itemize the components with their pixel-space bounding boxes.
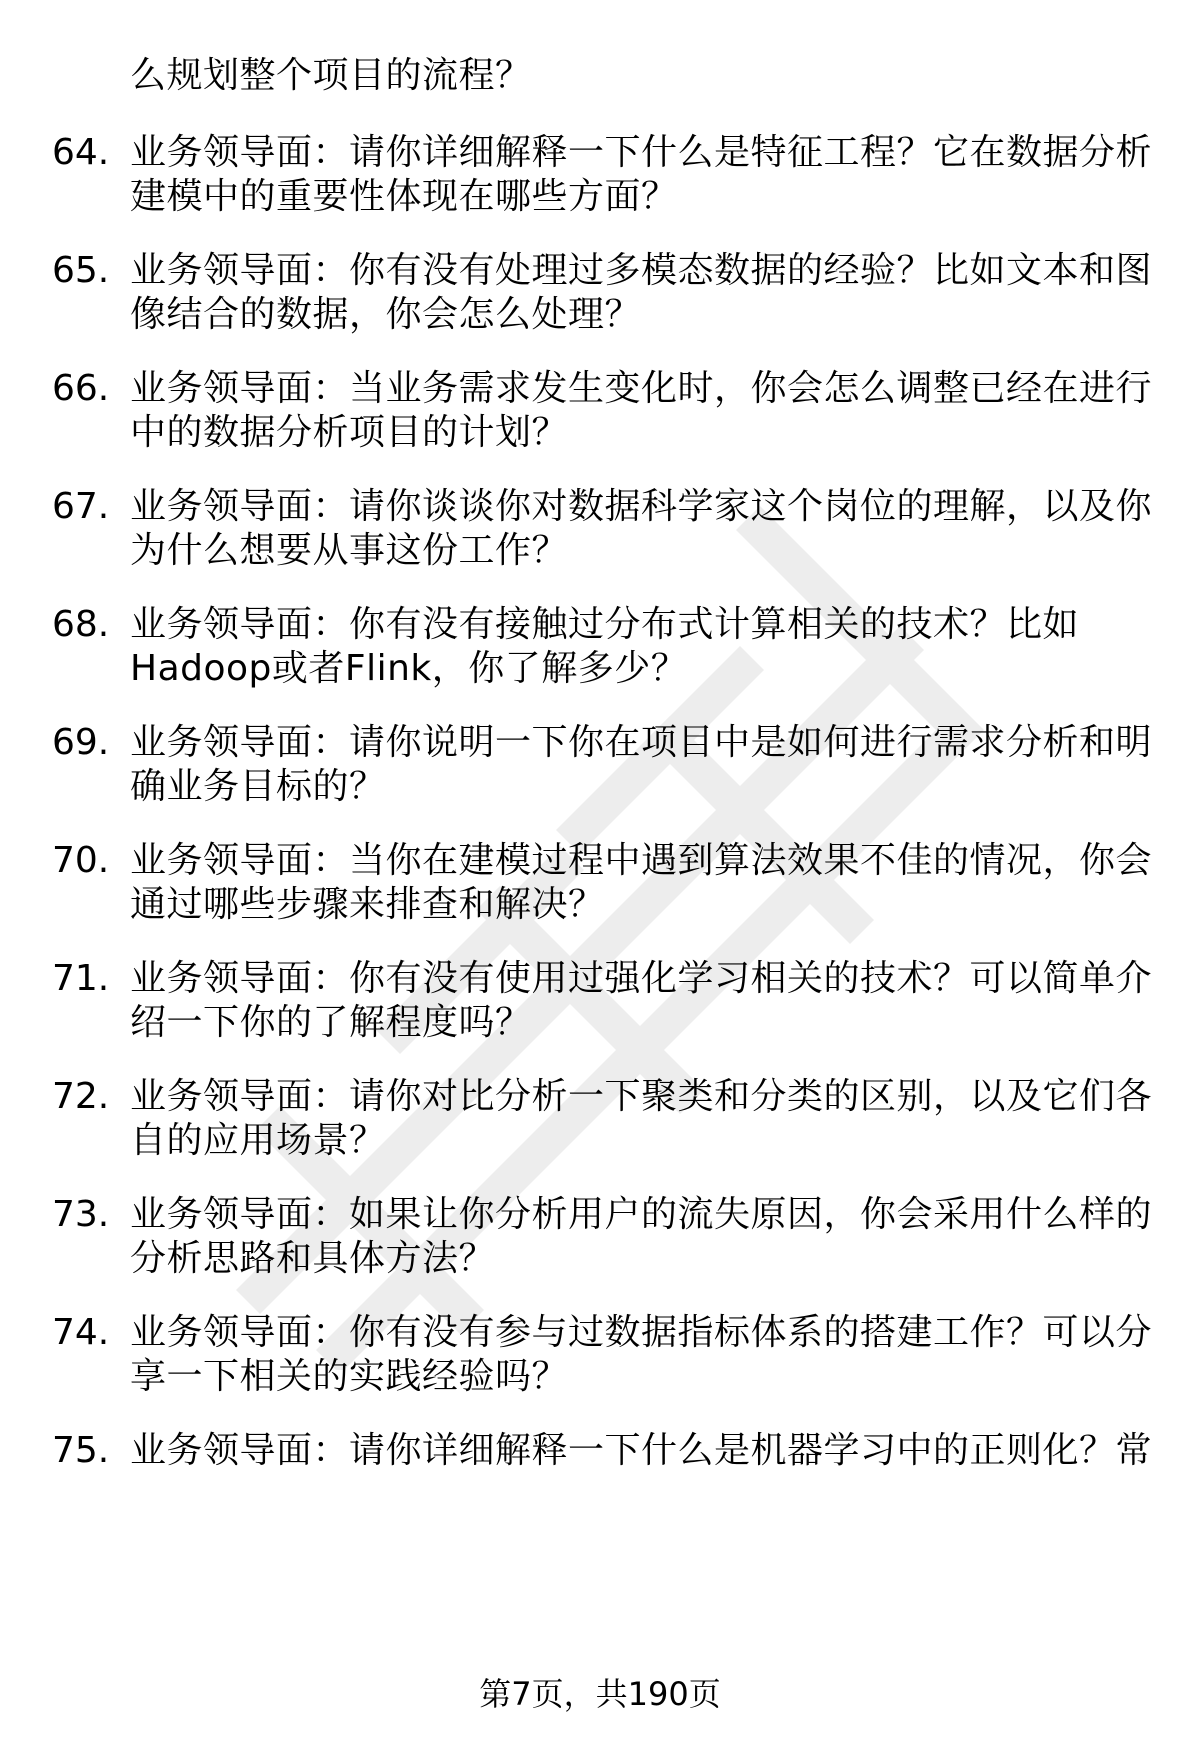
- item-line: 业务领导面：当你在建模过程中遇到算法效果不佳的情况，你会: [130, 840, 1153, 881]
- item-line: 业务领导面：请你详细解释一下什么是特征工程？它在数据分析: [130, 132, 1153, 173]
- item-number: 75.: [52, 1430, 110, 1471]
- item-number: 66.: [52, 368, 110, 409]
- item-line: 享一下相关的实践经验吗？: [130, 1356, 569, 1397]
- item-line: 像结合的数据，你会怎么处理？: [130, 294, 642, 335]
- item-number: 71.: [52, 958, 110, 999]
- item-line: 建模中的重要性体现在哪些方面？: [130, 176, 678, 217]
- item-line: 业务领导面：如果让你分析用户的流失原因，你会采用什么样的: [130, 1194, 1153, 1235]
- item-line: 确业务目标的？: [130, 766, 386, 807]
- item-line: 业务领导面：你有没有接触过分布式计算相关的技术？比如: [130, 604, 1080, 645]
- item-line: 业务领导面：请你说明一下你在项目中是如何进行需求分析和明: [130, 722, 1153, 763]
- item-number: 64.: [52, 132, 110, 173]
- item-line: 业务领导面：当业务需求发生变化时，你会怎么调整已经在进行: [130, 368, 1153, 409]
- item-number: 72.: [52, 1076, 110, 1117]
- item-number: 65.: [52, 250, 110, 291]
- item-line: 业务领导面：请你对比分析一下聚类和分类的区别，以及它们各: [130, 1076, 1153, 1117]
- item-number: 68.: [52, 604, 110, 645]
- item-line: 业务领导面：你有没有处理过多模态数据的经验？比如文本和图: [130, 250, 1153, 291]
- item-line: 中的数据分析项目的计划？: [130, 412, 569, 453]
- item-line: 绍一下你的了解程度吗？: [130, 1002, 532, 1043]
- item-line: 业务领导面：你有没有使用过强化学习相关的技术？可以简单介: [130, 958, 1153, 999]
- item-line: 为什么想要从事这份工作？: [130, 530, 569, 571]
- page-footer: 第7页，共190页: [479, 1675, 721, 1713]
- item-line: Hadoop或者Flink，你了解多少？: [130, 648, 688, 689]
- item-line: 业务领导面：请你详细解释一下什么是机器学习中的正则化？常: [130, 1430, 1153, 1471]
- item-line: 业务领导面：你有没有参与过数据指标体系的搭建工作？可以分: [130, 1312, 1153, 1353]
- item-line: 通过哪些步骤来排查和解决？: [130, 884, 605, 925]
- item-number: 70.: [52, 840, 110, 881]
- item-number: 69.: [52, 722, 110, 763]
- item-number: 67.: [52, 486, 110, 527]
- item-line: 分析思路和具体方法？: [130, 1238, 496, 1279]
- item-line: 自的应用场景？: [130, 1120, 386, 1161]
- item-number: 74.: [52, 1312, 110, 1353]
- item-number: 73.: [52, 1194, 110, 1235]
- intro-line: 么规划整个项目的流程？: [130, 55, 532, 96]
- item-line: 业务领导面：请你谈谈你对数据科学家这个岗位的理解，以及你: [130, 486, 1153, 527]
